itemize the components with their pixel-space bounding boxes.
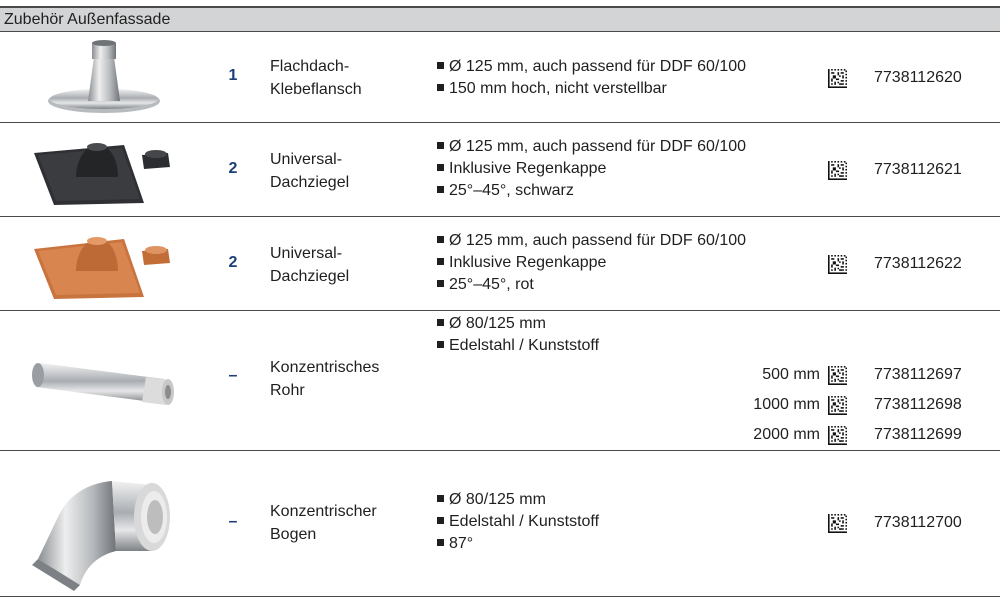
- feature-item: Inklusive Regenkappe: [437, 158, 746, 180]
- datamatrix-code-icon: [828, 396, 847, 415]
- pipe-length: 2000 mm: [753, 426, 820, 443]
- concentric-pipe-image: [24, 351, 184, 415]
- product-name: Universal- Dachziegel: [270, 151, 350, 191]
- product-name: Konzentrischer Bogen: [270, 503, 377, 543]
- table-row: [0, 33, 1000, 123]
- article-number: 7738112699: [874, 426, 962, 443]
- feature-item: 25°–45°, rot: [437, 274, 746, 296]
- feature-item: Ø 125 mm, auch passend für DDF 60/100: [437, 136, 746, 158]
- position-number: –: [228, 367, 238, 384]
- datamatrix-code-icon: [828, 161, 847, 180]
- product-name: Konzentrisches Rohr: [270, 359, 380, 399]
- pipe-length: 500 mm: [762, 366, 820, 383]
- feature-item: Inklusive Regenkappe: [437, 252, 746, 274]
- table-header: Zubehör Außenfassade: [0, 6, 1000, 32]
- datamatrix-code-icon: [828, 255, 847, 274]
- feature-item: 87°: [437, 533, 599, 555]
- concentric-elbow-image: [24, 459, 184, 593]
- feature-item: Edelstahl / Kunststoff: [437, 335, 599, 357]
- datamatrix-code-icon: [828, 69, 847, 88]
- position-number: –: [228, 513, 238, 530]
- feature-list: [437, 56, 746, 100]
- article-number: 7738112697: [874, 366, 962, 383]
- feature-item: 25°–45°, schwarz: [437, 180, 746, 202]
- feature-item: Ø 125 mm, auch passend für DDF 60/100: [437, 56, 746, 78]
- roof-tile-red-image: [24, 225, 184, 301]
- feature-list: [437, 230, 746, 296]
- datamatrix-code-icon: [828, 426, 847, 445]
- table-row: [0, 311, 1000, 451]
- article-number: 7738112700: [874, 514, 962, 531]
- article-number: 7738112698: [874, 396, 962, 413]
- position-number: 2: [228, 160, 238, 177]
- datamatrix-code-icon: [828, 514, 847, 533]
- feature-list: [437, 489, 599, 555]
- position-number: 2: [228, 254, 238, 271]
- article-number: 7738112622: [874, 255, 962, 272]
- roof-tile-black-image: [24, 133, 184, 207]
- table-row: [0, 123, 1000, 217]
- feature-item: Ø 80/125 mm: [437, 489, 599, 511]
- product-name: Flachdach- Klebeflansch: [270, 58, 362, 98]
- feature-item: Ø 125 mm, auch passend für DDF 60/100: [437, 230, 746, 252]
- datamatrix-code-icon: [828, 366, 847, 385]
- product-name: Universal- Dachziegel: [270, 245, 350, 285]
- table-row: [0, 217, 1000, 311]
- article-number: 7738112620: [874, 69, 962, 86]
- feature-item: Ø 80/125 mm: [437, 313, 599, 335]
- pipe-length: 1000 mm: [753, 396, 820, 413]
- flat-roof-flange-image: [24, 39, 184, 117]
- position-number: 1: [228, 67, 238, 84]
- article-number: 7738112621: [874, 161, 962, 178]
- table-row: [0, 451, 1000, 597]
- feature-list: [437, 136, 746, 202]
- feature-list: [437, 313, 599, 357]
- feature-item: 150 mm hoch, nicht verstellbar: [437, 78, 746, 100]
- feature-item: Edelstahl / Kunststoff: [437, 511, 599, 533]
